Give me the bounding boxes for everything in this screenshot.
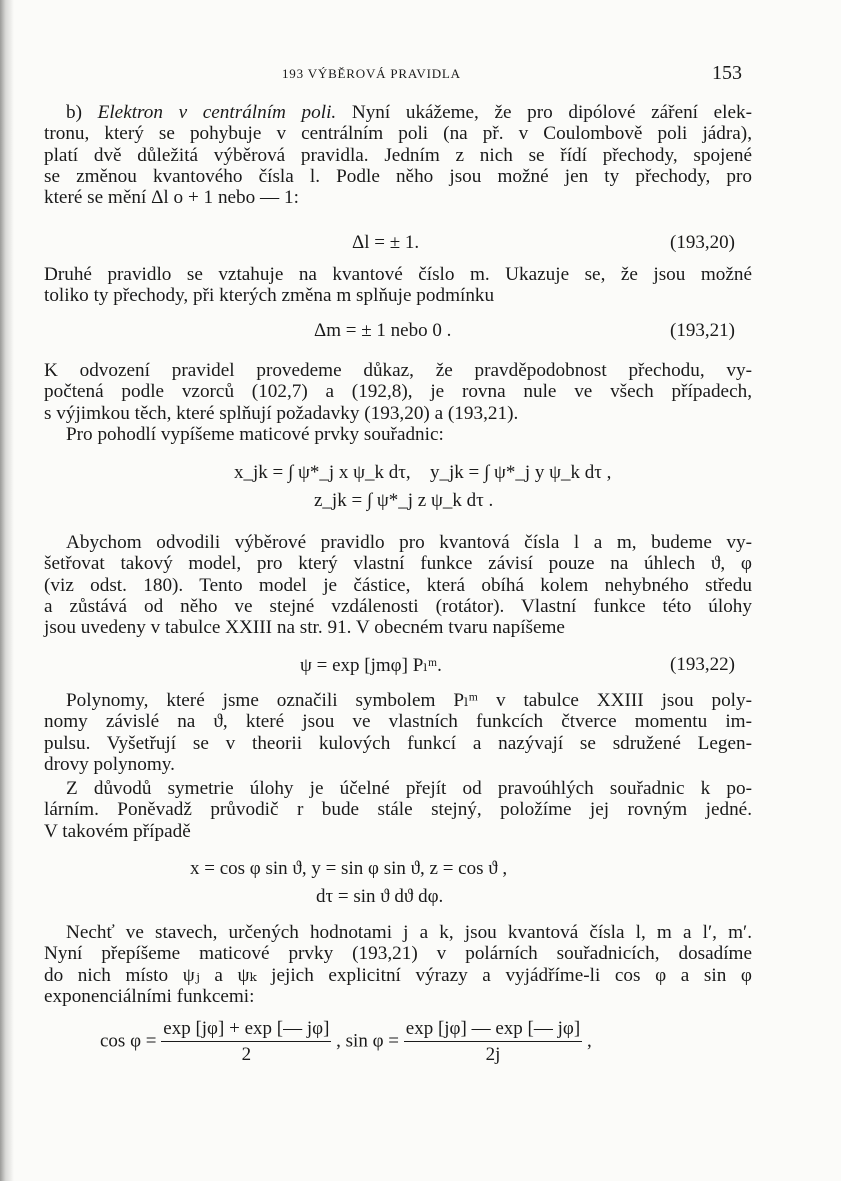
equation-number-193-21: (193,21) [670, 320, 735, 341]
equation-polar-xyz: x = cos φ sin ϑ, y = sin φ sin ϑ, z = cos ϑ , [190, 858, 508, 879]
paragraph-explicit-expressions: Nechť ve stavech, určených hodnotami j a k, jsou kvantová čísla l, m a l′, m′. Nyní přepíšeme maticové prvky (193,21) v polárních souřadnicích, dosadíme do nich místo ψⱼ a ψₖ jejich explicitní výrazy a vyjádříme-li cos φ a sin φ exponenciálními funkcemi: [44, 922, 752, 1007]
equation-matrix-y: y_jk = ∫ ψ*_j y ψ_k dτ , [430, 462, 612, 483]
page-header [0, 64, 841, 84]
section-label: b) [66, 102, 82, 123]
paragraph-electron-central-field: b) Elektron v centrálním poli. Nyní ukážeme, že pro dipólové záření elek- tronu, který se pohybuje v centrálním poli (na př. v Coulombově poli jádra), platí dvě důležitá výběrová pravidla. Jedním z nich se řídí přechody, spojené se změnou kvantového čísla l. Podle něho jsou možné jen ty přechody, pro které se mění Δl o + 1 nebo — 1: [44, 102, 752, 209]
equation-number-193-20: (193,20) [670, 232, 735, 253]
paragraph-matrix-elements-intro: Pro pohodlí vypíšeme maticové prvky souřadnic: [66, 424, 444, 445]
equation-euler-formulas: cos φ = $\frac{\exp [j\varphi] + \exp [— j\varphi]}{2}$ , sin φ = $\frac{\exp [j\varphi] — \exp [— j\varphi]}{2j}$ , [100, 1018, 592, 1065]
cos-fraction: $\frac{\exp [j\varphi] + \exp [— j\varphi]}{2}$ [163, 1018, 330, 1065]
running-head: 193 VÝBĚROVÁ PRAVIDLA [282, 66, 461, 81]
paragraph-polar-coordinates: Z důvodů symetrie úlohy je účelné přejít od pravoúhlých souřadnic k po- lárním. Poněvadž průvodič r bude stále stejný, položíme jej rovným jedné. V takovém případě [44, 778, 752, 842]
sin-fraction: $\frac{\exp [j\varphi] — \exp [— j\varphi]}{2j}$ [405, 1018, 581, 1065]
paragraph-legendre-polynomials: Polynomy, které jsme označili symbolem Pₗᵐ v tabulce XXIII jsou poly- nomy závislé na ϑ, které jsou ve vlastních funkcích čtverce momentu im- pulsu. Vyšetřují se v theorii kulových funkcí a nazývají se sdružené Legen- drovy polynomy. [44, 690, 752, 775]
paragraph-rotator-model: Abychom odvodili výběrové pravidlo pro kvantová čísla l a m, budeme vy- šetřovat takový model, pro který vlastní funkce závisí pouze na úhlech ϑ, φ (viz odst. 180). Tento model je částice, která obíhá kolem nehybného středu a zůstává od něho ve stejné vzdálenosti (rotátor). Vlastní funkce této úlohy jsou uvedeny v tabulce XXIII na str. 91. V obecném tvaru napíšeme [44, 532, 752, 639]
equation-matrix-z: z_jk = ∫ ψ*_j z ψ_k dτ . [314, 490, 494, 511]
page-number: 153 [712, 62, 742, 84]
equation-193-21: Δm = ± 1 nebo 0 . [314, 320, 452, 341]
equation-193-22: ψ = exp [jmφ] Pₗᵐ. [300, 655, 442, 676]
equation-193-20: Δl = ± 1. [352, 232, 420, 253]
paragraph-quantum-number-m: Druhé pravidlo se vztahuje na kvantové číslo m. Ukazuje se, že jsou možné toliko ty přechody, při kterých změna m splňuje podmínku [44, 264, 752, 307]
equation-number-193-22: (193,22) [670, 654, 735, 675]
equation-polar-dtau: dτ = sin ϑ dϑ dφ. [316, 886, 444, 907]
section-title: Elektron v centrálním poli. [97, 102, 337, 123]
equation-matrix-x: x_jk = ∫ ψ*_j x ψ_k dτ, [234, 462, 411, 483]
paragraph-derivation-proof: K odvození pravidel provedeme důkaz, že pravděpodobnost přechodu, vy- počtená podle vzorců (102,7) a (192,8), je rovna nule ve všech případech, s výjimkou těch, které splňují požadavky (193,20) a (193,21). [44, 360, 752, 424]
